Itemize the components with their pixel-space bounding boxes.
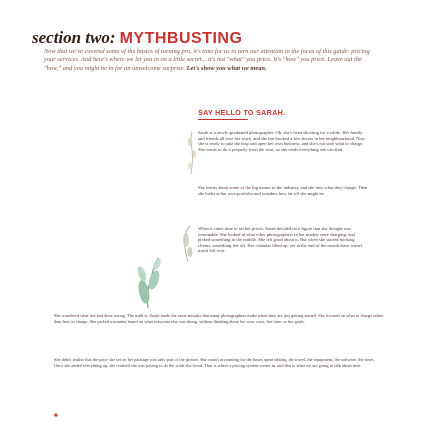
sidebar-rule bbox=[198, 119, 248, 120]
sidebar-paragraph-3: When it came time to set her prices, Sarah decided on a figure that she thought was reasonable. She looked at what other photographers in her market were charging, and picked something in the middle. She felt good about it. But when she started booking clients, something felt off. Her calendar filled up, yet at the end of the month there wasn't much left over. bbox=[198, 226, 363, 254]
section-title: MYTHBUSTING bbox=[119, 30, 243, 47]
sidebar-paragraph-2: She learns about some of the big names in the industry, and she sees what they charge. Then she looks at her own portfolio and wonders how far off she might be. bbox=[198, 185, 368, 196]
decorative-plant-top bbox=[186, 130, 198, 176]
body-paragraph-2: She didn't realise that the price she set on her package was only part of the picture. She wasn't accounting for the hours spent editing, the travel, the equipment, the software, the taxes. Once she added everything up, she realised she was paying to do the work she loved. That is where a pricing system comes in, and that is what we are going to talk about next. bbox=[54, 357, 375, 368]
decorative-leaf-middle bbox=[178, 224, 196, 264]
intro-paragraph bbox=[44, 48, 374, 73]
section-heading bbox=[32, 22, 242, 49]
sidebar-paragraph-1: Sarah is a newly-graduated photographer. Oh, she's been shooting for a while. Her family and friends all love her work, and she has booked a few shoots in her neighbourhood. Now she is ready to take the leap and open her own business, and she's not sure what to charge. She wants to do it properly from the start, so she reads everything she can find. bbox=[198, 130, 366, 152]
section-label: section two: bbox=[32, 28, 116, 47]
decorative-fern-left bbox=[132, 254, 166, 310]
intro-lead: Now that we've covered some of the basics of turning pro, it's time for us to turn our attention to the focus of this guide: pricing your services. And here's where we let you in on a little secret... it's not "what" you price. It's "how" you price. Leave out the "how," and you might be in for an unwelcome surprise. bbox=[44, 48, 370, 72]
sidebar-title: SAY HELLO TO SARAH. bbox=[198, 108, 286, 117]
intro-tail: Let's show you what we mean. bbox=[186, 64, 267, 72]
body-paragraph-1: She wondered what she had done wrong. The truth is, Sarah made the same mistake that many photographers make when they are just getting started. She focused on what to charge rather than how to charge. She picked a number based on what everyone else was doing, without thinking about her own costs, her time, or her goals. bbox=[54, 313, 384, 324]
end-mark-icon: ■ bbox=[54, 413, 58, 419]
